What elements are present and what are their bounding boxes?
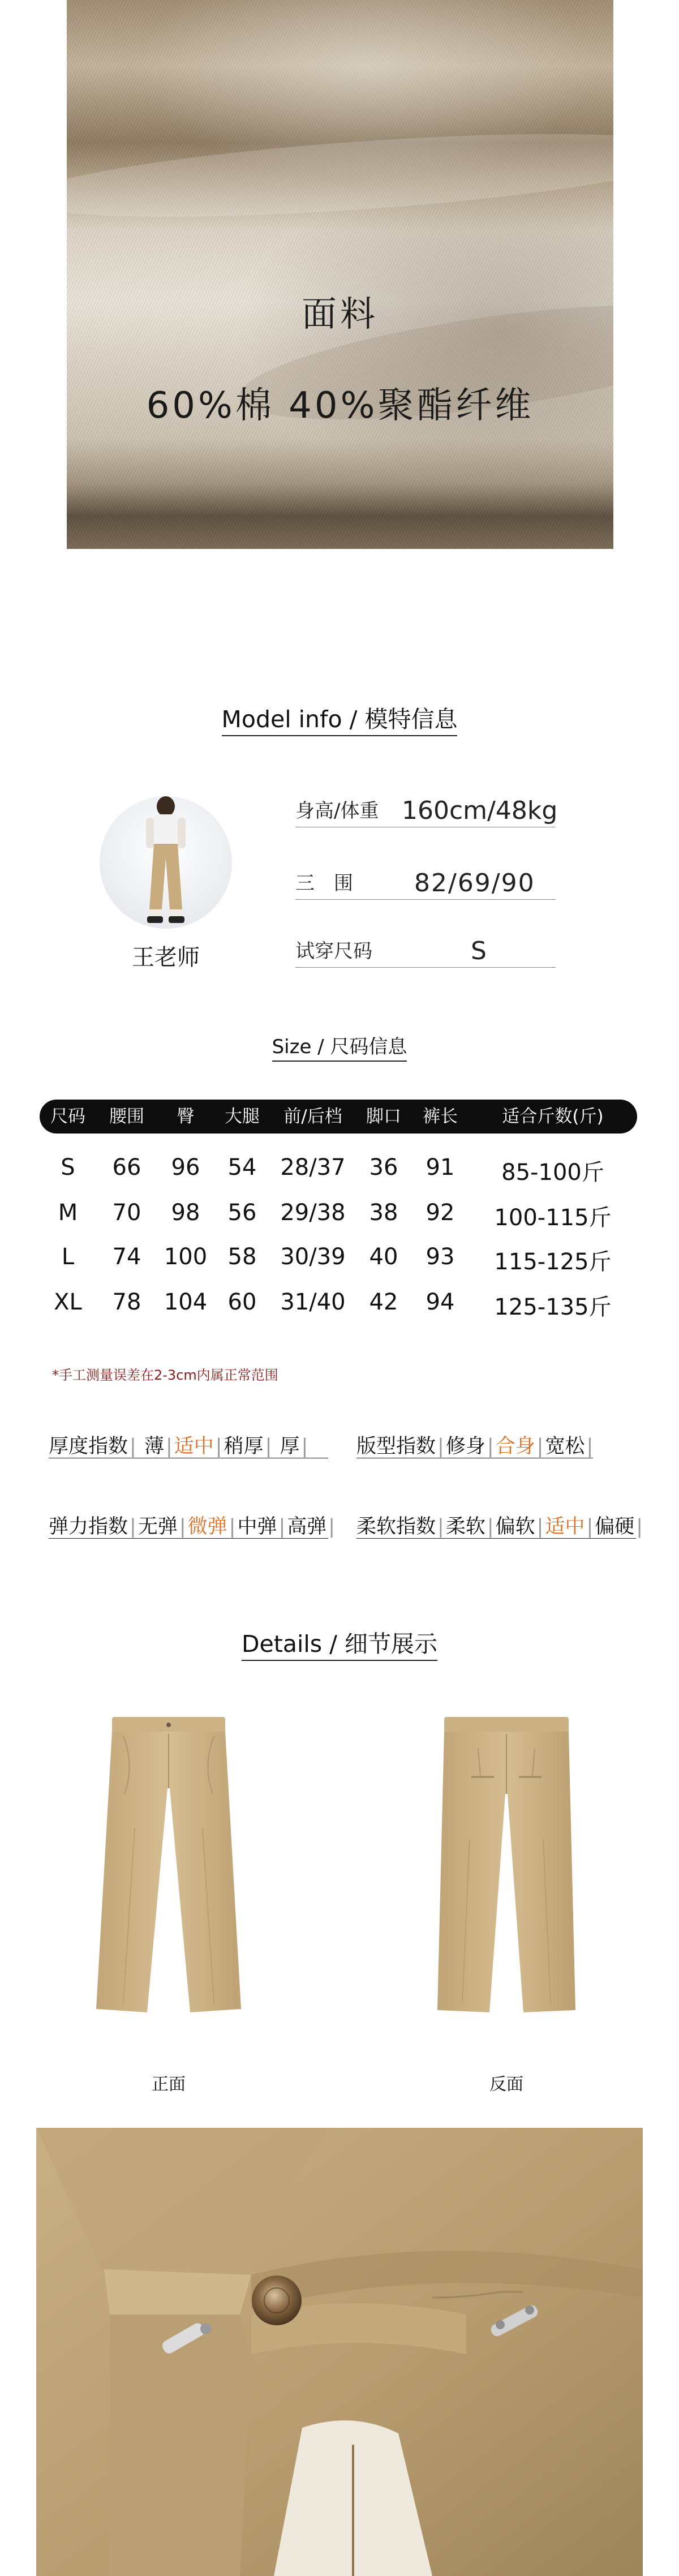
softness-index-label: 柔软指数 [356, 1515, 436, 1538]
cell-hip: 100 [164, 1244, 208, 1270]
size-table-header [40, 1100, 637, 1134]
model-avatar [100, 796, 232, 929]
cell-thigh: 54 [227, 1154, 257, 1180]
underline [295, 899, 556, 900]
height-weight-label: 身高/体重 [295, 800, 379, 822]
index-underline [356, 1538, 636, 1539]
cell-rise: 31/40 [280, 1289, 346, 1315]
measurements-value: 82/69/90 [414, 869, 535, 898]
cell-hem: 38 [369, 1200, 398, 1226]
cell-hem: 42 [369, 1289, 398, 1315]
fit-index-label: 版型指数 [356, 1435, 436, 1458]
back-caption: 反面 [489, 2075, 523, 2094]
model-height-weight-row [295, 788, 556, 827]
index-underline [49, 1538, 328, 1539]
softness-index: 柔软指数|柔软|偏软|适中|偏硬| [356, 1515, 643, 1538]
thickness-index: 厚度指数| 薄|适中|稍厚| 厚| [49, 1435, 308, 1458]
elasticity-option: 中弹 [237, 1515, 277, 1538]
fabric-photo [67, 0, 613, 549]
pants-back-drawing [422, 1715, 591, 2049]
cell-waist: 78 [112, 1289, 141, 1315]
front-caption: 正面 [152, 2075, 186, 2094]
softness-option-selected: 适中 [545, 1515, 585, 1538]
thickness-index-label: 厚度指数 [49, 1435, 128, 1458]
pants-back-image [422, 1715, 591, 2049]
elasticity-option: 高弹 [287, 1515, 327, 1538]
cell-hem: 40 [369, 1244, 398, 1270]
col-size: 尺码 [50, 1106, 85, 1127]
fabric-title: 面料 [301, 293, 379, 334]
thickness-option: 厚 [280, 1435, 300, 1458]
softness-option: 偏硬 [595, 1515, 635, 1538]
cell-thigh: 58 [227, 1244, 257, 1270]
model-info-heading-text: Model info / 模特信息 [222, 706, 458, 736]
model-figure [100, 796, 232, 929]
elasticity-option-selected: 微弹 [187, 1515, 227, 1538]
softness-option: 柔软 [445, 1515, 485, 1538]
col-rise: 前/后档 [283, 1106, 342, 1127]
fabric-fold [67, 118, 613, 233]
cell-hip: 98 [171, 1200, 200, 1226]
cell-rise: 29/38 [280, 1200, 346, 1226]
fit-option-selected: 合身 [495, 1435, 535, 1458]
cell-weight-range: 100-115斤 [494, 1205, 612, 1231]
cell-waist: 70 [112, 1200, 141, 1226]
thickness-option: 薄 [144, 1435, 164, 1458]
table-row [40, 1154, 637, 1186]
elasticity-option: 无弹 [137, 1515, 178, 1538]
fit-index: 版型指数|修身|合身|宽松| [356, 1435, 594, 1458]
details-heading [0, 1625, 679, 1659]
waistband-detail-photo [36, 2128, 643, 2576]
underline [295, 967, 556, 968]
pants-front-image [84, 1715, 253, 2049]
cell-waist: 74 [112, 1244, 141, 1270]
cell-length: 93 [426, 1244, 455, 1270]
trial-size-label: 试穿尺码 [295, 940, 372, 963]
col-thigh: 大腿 [225, 1106, 260, 1127]
model-measurements-row [295, 860, 556, 900]
model-size-row [295, 928, 556, 968]
cell-waist: 66 [112, 1154, 141, 1180]
col-weight-range: 适合斤数(斤) [502, 1106, 604, 1127]
cell-hem: 36 [369, 1154, 398, 1180]
cell-thigh: 60 [227, 1289, 257, 1315]
cell-size: XL [54, 1289, 82, 1315]
details-heading-text: Details / 细节展示 [242, 1630, 437, 1661]
cell-length: 91 [426, 1154, 455, 1180]
cell-size: S [61, 1154, 75, 1180]
cell-length: 94 [426, 1289, 455, 1315]
cell-weight-range: 85-100斤 [501, 1160, 604, 1186]
measurements-label: 三 围 [295, 872, 353, 895]
cell-hip: 96 [171, 1154, 200, 1180]
col-hem: 脚口 [366, 1106, 401, 1127]
cell-thigh: 56 [227, 1200, 257, 1226]
pants-front-drawing [84, 1715, 253, 2049]
elasticity-index: 弹力指数|无弹|微弹|中弹|高弹| [49, 1515, 336, 1538]
size-info-heading [0, 1031, 679, 1059]
model-info-heading [0, 701, 679, 734]
col-waist: 腰围 [109, 1106, 144, 1127]
softness-option: 偏软 [495, 1515, 535, 1538]
cell-weight-range: 125-135斤 [494, 1294, 612, 1320]
fabric-content: 60%棉 40%聚酯纤维 [146, 385, 534, 427]
table-row [40, 1289, 637, 1320]
model-name: 王老师 [132, 944, 200, 971]
thickness-option: 稍厚 [224, 1435, 264, 1458]
cell-size: L [61, 1244, 75, 1270]
measurement-note: *手工测量误差在2-3cm内属正常范围 [52, 1367, 278, 1383]
table-row [40, 1244, 637, 1275]
fit-option: 宽松 [545, 1435, 585, 1458]
cell-size: M [58, 1200, 78, 1226]
cell-weight-range: 115-125斤 [494, 1249, 612, 1275]
cell-hip: 104 [164, 1289, 208, 1315]
height-weight-value: 160cm/48kg [402, 796, 558, 825]
cell-length: 92 [426, 1200, 455, 1226]
elasticity-index-label: 弹力指数 [49, 1515, 128, 1538]
cell-rise: 30/39 [280, 1244, 346, 1270]
size-info-heading-text: Size / 尺码信息 [272, 1036, 407, 1062]
thickness-option-selected: 适中 [174, 1435, 214, 1458]
col-length: 裤长 [423, 1106, 458, 1127]
fit-option: 修身 [445, 1435, 485, 1458]
cell-rise: 28/37 [280, 1154, 346, 1180]
table-row [40, 1200, 637, 1231]
col-hip: 臀 [177, 1106, 195, 1127]
trial-size-value: S [471, 937, 487, 965]
waistband-detail-drawing [36, 2128, 643, 2576]
